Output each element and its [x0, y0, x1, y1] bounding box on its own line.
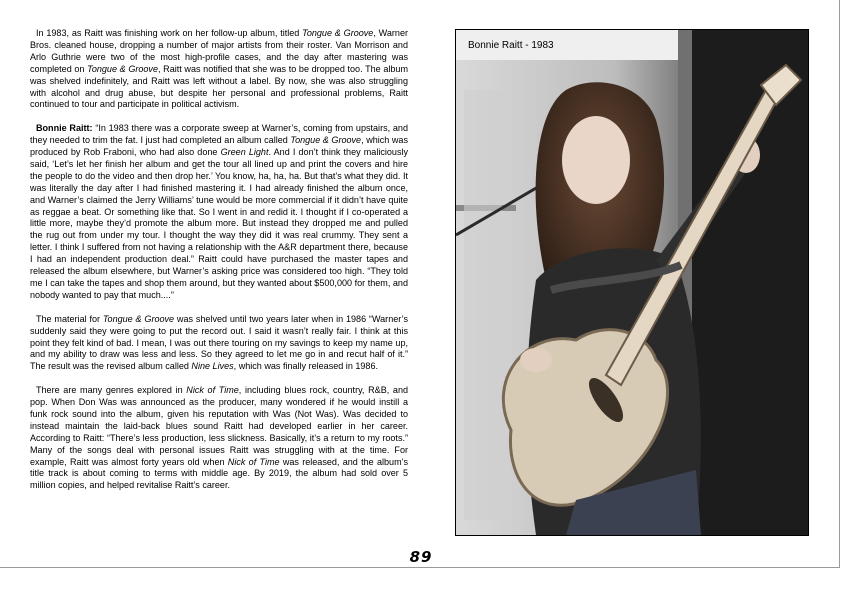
text-run: , which was finally released in 1986.	[233, 361, 378, 372]
text-run: . And I don’t think they maliciously said, ‘Let’s let her finish her album and get the tour all lined up and print the covers and hire the people to do the video and then drop her.’ You know, ha, ha, ha. But that’s what they did. It was literally the day after I had finished mastering it. I had already finished the album once, and Warner’s claimed the Jerry Williams’ tune would be more commercial if it didn’t have quite as reggae a beat. Or something like that. So I went in and redid it. I thought if I co-operated a little more, maybe they’d promote the album more. But instead they dropped me and pulled the rug out from under my tour. I thought the way they did it was real crummy. They sent a letter. I think I suffered from not having a relationship with the A&R department there, because I had an independent production deal.” Raitt could have purchased the master tapes and released the album elsewhere, but Warner’s asking price was considered too high. “They told me I can take the tapes and shop them around, but they wanted about $500,000 for them, and nobody wanted to pay that much....”	[30, 147, 408, 300]
guitarist-photo	[456, 30, 808, 535]
text-run: was shelved until two years later when in 1986 “Warner’s suddenly said they were going to put the record out. I said it wasn’t really fair. I think at this point they felt kind of bad. I mean, I was out there touring on my savings to keep my name up, and my ability to draw was less and less. So they agreed to let me go in and recut half of it.” The result was the revised album called	[30, 313, 408, 372]
text-run: There are many genres explored in	[36, 385, 187, 396]
text-run: , Warner Bros. cleaned house, dropping a number of major artists from their roster. Van Morrison and Arlo Guthrie were two of the most high-profile cases, and the day after mastering was completed on	[30, 28, 408, 74]
photo-frame	[455, 29, 809, 536]
page-number: 89	[409, 548, 433, 566]
text-run: Nine Lives	[191, 361, 234, 372]
article-text	[30, 28, 408, 504]
paragraph-2	[30, 123, 408, 302]
text-run: Tongue & Groove	[302, 28, 374, 38]
text-run: Nick of Time	[227, 456, 280, 467]
text-run: The material for	[36, 313, 103, 324]
text-run: In 1983, as Raitt was finishing work on her follow-up album, titled	[36, 28, 303, 38]
text-run: Tongue & Groove	[87, 63, 158, 74]
text-run: Tongue & Groove	[290, 135, 362, 146]
paragraph-4	[30, 385, 408, 492]
text-run: was released, and the album’s title track is about coming to terms with middle age. By 2019, the album had sold over 5 million copies, and helped revitalise Raitt’s career.	[30, 456, 408, 491]
text-run: Tongue & Groove	[102, 313, 175, 324]
text-run: By now, she was also struggling with alcohol and drug abuse, but despite her personal and professional problems, Raitt continued to tour and participate in political activism.	[30, 75, 408, 110]
text-run: Nick of Time	[186, 385, 239, 396]
text-run: , which was produced by Rob Fraboni, who had also done	[30, 135, 408, 158]
text-run: Green Light	[220, 147, 269, 158]
text-run: Bonnie Raitt:	[36, 123, 93, 134]
text-run: , Raitt was notified that she was to be dropped too. The album was shelved indefinitely, and Raitt was left without a label.	[30, 63, 408, 86]
paragraph-3	[30, 314, 408, 374]
text-run: , including blues rock, country, R&B, and pop. When Don Was was announced as the producer, many wondered if he would instill a funk rock sound into the album, given his reputation with Was (Not Was). Was decided to instead maintain the laid-back blues sound Raitt had developed earlier in her career. According to Raitt: “There’s less production, less slickness. Basically, it’s a return to my roots.” Many of the songs deal with personal issues Raitt was struggling with at the time. For example, Raitt was almost forty years old when	[30, 385, 409, 467]
text-run: “In 1983 there was a corporate sweep at Warner’s, coming from upstairs, and they needed to trim the fat. I just had completed an album called	[30, 123, 408, 146]
photo-caption: Bonnie Raitt - 1983	[468, 40, 554, 51]
paragraph-1	[30, 28, 408, 111]
